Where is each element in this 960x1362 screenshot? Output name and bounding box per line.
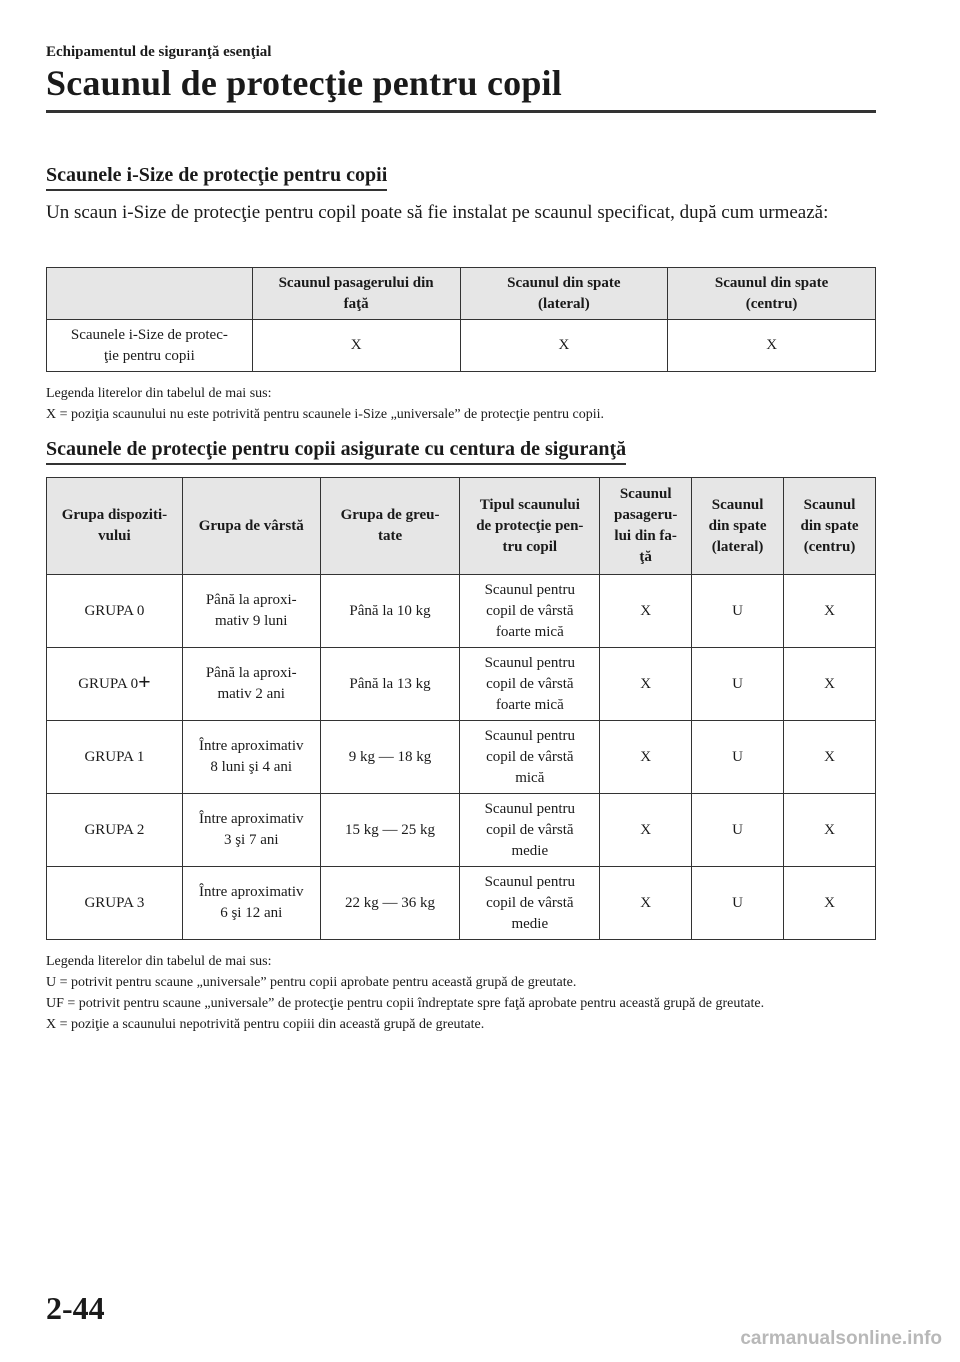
cell-type: Scaunul pentru copil de vârstă medie: [460, 794, 600, 867]
cell-age: Până la aproxi- mativ 9 luni: [182, 575, 320, 648]
isize-row-label: Scaunele i-Size de protec- ţie pentru copii: [47, 320, 253, 372]
legend-line: U = potrivit pentru scaune „universale” pentru copii aprobate pentru această grupă de greutate.: [46, 975, 577, 990]
cell-group: GRUPA 2: [47, 794, 183, 867]
cell-front: X: [600, 794, 692, 867]
cell-type: Scaunul pentru copil de vârstă foarte mică: [460, 575, 600, 648]
cell-group: GRUPA 1: [47, 721, 183, 794]
cell-type: Scaunul pentru copil de vârstă medie: [460, 867, 600, 940]
cell-rear-center: X: [784, 867, 876, 940]
intro-paragraph: Un scaun i-Size de protecţie pentru copil poate să fie instalat pe scaunul specificat, după cum urmează:: [46, 202, 829, 223]
section-title-isize: [46, 164, 387, 191]
isize-header-empty: [47, 268, 253, 320]
section-title-belted-text: Scaunele de protecţie pentru copii asigurate cu centura de siguranţă: [46, 438, 626, 465]
cell-weight: 15 kg — 25 kg: [320, 794, 460, 867]
cell-group: GRUPA 0: [47, 575, 183, 648]
cell-age: Între aproximativ 3 şi 7 ani: [182, 794, 320, 867]
page-number: 2-44: [46, 1290, 105, 1326]
cell-rear-side: U: [692, 867, 784, 940]
legend-line: Legenda literelor din tabelul de mai sus:: [46, 954, 272, 969]
cell-age: Până la aproxi- mativ 2 ani: [182, 648, 320, 721]
isize-cell-rear-center: X: [668, 320, 876, 372]
cell-rear-center: X: [784, 721, 876, 794]
cell-group: GRUPA 3: [47, 867, 183, 940]
cell-age: Între aproximativ 6 şi 12 ani: [182, 867, 320, 940]
cell-front: X: [600, 721, 692, 794]
legend-line: UF = potrivit pentru scaune „universale” de protecţie pentru copii îndreptate spre faţă aprobate pentru această grupă de greutate.: [46, 996, 765, 1011]
legend-line: X = poziţie a scaunului nepotrivită pentru copiii din această grupă de greutate.: [46, 1017, 485, 1032]
cell-type: Scaunul pentru copil de vârstă foarte mică: [460, 648, 600, 721]
isize-header-rear-center: Scaunul din spate (centru): [668, 268, 876, 320]
col-header-weight-group: Grupa de greu- tate: [320, 478, 460, 575]
cell-front: X: [600, 648, 692, 721]
cell-rear-side: U: [692, 721, 784, 794]
col-header-seat-type: Tipul scaunului de protecţie pen- tru copil: [460, 478, 600, 575]
watermark: carmanualsonline.info: [740, 1328, 942, 1349]
cell-rear-center: X: [784, 575, 876, 648]
cell-front: X: [600, 575, 692, 648]
title-divider: [46, 110, 876, 113]
cell-age: Între aproximativ 8 luni şi 4 ani: [182, 721, 320, 794]
isize-table: [46, 267, 876, 372]
section-title-belted: [46, 438, 626, 465]
isize-header-rear-side: Scaunul din spate (lateral): [460, 268, 668, 320]
isize-cell-rear-side: X: [460, 320, 668, 372]
table-row: [47, 648, 876, 721]
belted-legend: [46, 951, 876, 1035]
col-header-age-group: Grupa de vârstă: [182, 478, 320, 575]
cell-rear-side: U: [692, 794, 784, 867]
cell-weight: Până la 13 kg: [320, 648, 460, 721]
cell-group: GRUPA 0+: [47, 648, 183, 721]
cell-weight: 9 kg — 18 kg: [320, 721, 460, 794]
table-row: [47, 794, 876, 867]
col-header-device-group: Grupa dispoziti- vului: [47, 478, 183, 575]
col-header-front-seat: Scaunul pasageru- lui din fa- ţă: [600, 478, 692, 575]
cell-rear-side: U: [692, 648, 784, 721]
table-row: [47, 575, 876, 648]
isize-legend: [46, 383, 876, 425]
cell-rear-side: U: [692, 575, 784, 648]
isize-cell-front: X: [252, 320, 460, 372]
col-header-rear-center: Scaunul din spate (centru): [784, 478, 876, 575]
cell-rear-center: X: [784, 794, 876, 867]
chapter-kicker: Echipamentul de siguranţă esenţial: [46, 44, 272, 60]
plus-icon: +: [138, 668, 151, 694]
col-header-rear-side: Scaunul din spate (lateral): [692, 478, 784, 575]
isize-header-front: Scaunul pasagerului din faţă: [252, 268, 460, 320]
cell-weight: 22 kg — 36 kg: [320, 867, 460, 940]
cell-front: X: [600, 867, 692, 940]
cell-weight: Până la 10 kg: [320, 575, 460, 648]
page-title: Scaunul de protecţie pentru copil: [46, 63, 562, 103]
legend-line: X = poziţia scaunului nu este potrivită pentru scaunele i-Size „universale” de protecţie pentru copii.: [46, 407, 604, 422]
cell-rear-center: X: [784, 648, 876, 721]
legend-line: Legenda literelor din tabelul de mai sus:: [46, 386, 272, 401]
table-row: [47, 867, 876, 940]
cell-type: Scaunul pentru copil de vârstă mică: [460, 721, 600, 794]
section-title-isize-text: Scaunele i-Size de protecţie pentru copii: [46, 164, 387, 191]
table-row: [47, 721, 876, 794]
belted-seats-table: [46, 477, 876, 940]
